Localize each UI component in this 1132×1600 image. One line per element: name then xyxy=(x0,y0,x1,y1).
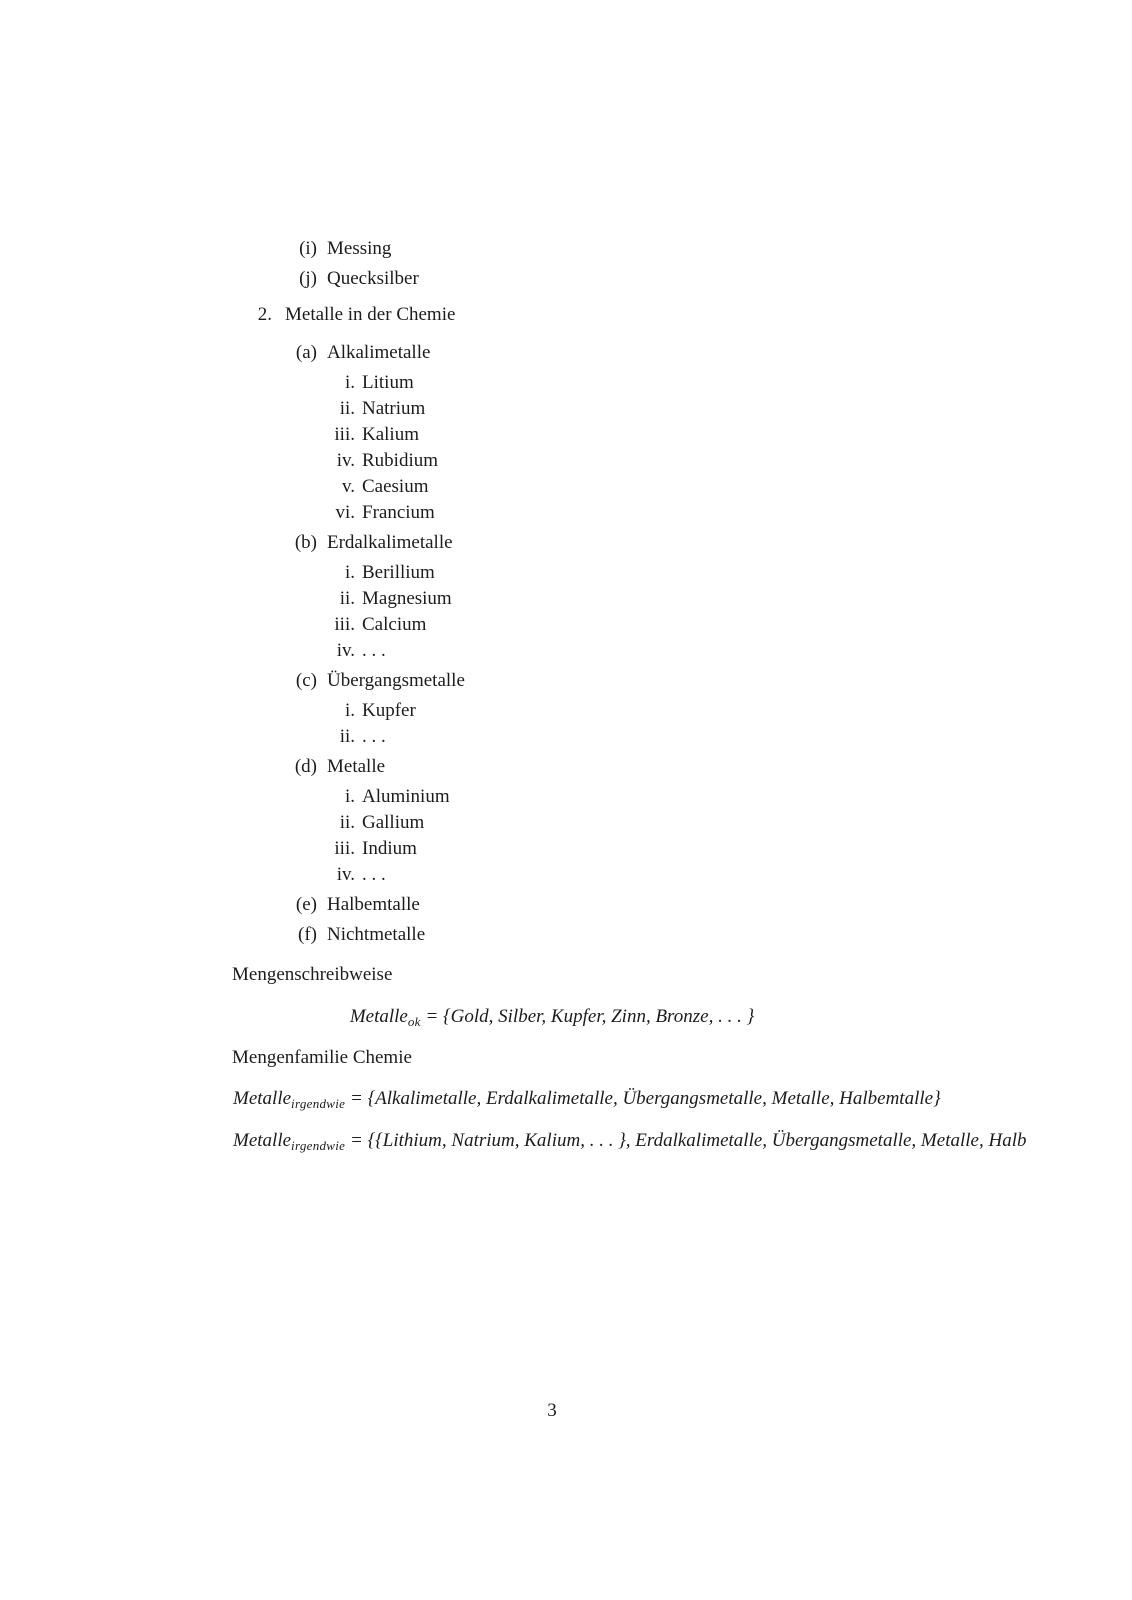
list-item-marker: (d) xyxy=(294,756,317,777)
list-item-marker: (i) xyxy=(299,238,317,259)
list-item-label: Litium xyxy=(362,372,414,393)
list-item xyxy=(0,724,1132,750)
list-item xyxy=(0,862,1132,888)
list-item-marker: (a) xyxy=(295,342,317,363)
list-item-label: Francium xyxy=(362,502,435,523)
list-item xyxy=(0,612,1132,638)
list-item-marker: (f) xyxy=(298,924,317,945)
list-item-label: Messing xyxy=(327,238,392,259)
list-item-marker: iii. xyxy=(334,614,355,635)
list-item-label: . . . xyxy=(362,640,386,661)
formula-base: Metalle xyxy=(233,1088,292,1109)
list-item-label: Metalle in der Chemie xyxy=(285,304,456,325)
list-item-label: Quecksilber xyxy=(327,268,419,289)
list-item-label: Rubidium xyxy=(362,450,439,471)
list-item-label: Metalle xyxy=(327,756,386,777)
list-item-label: Indium xyxy=(362,838,417,859)
list-item xyxy=(0,784,1132,810)
list-item-marker: i. xyxy=(344,786,355,807)
list-item-label: Übergangsmetalle xyxy=(327,670,465,691)
formula-base: Metalle xyxy=(349,1006,408,1027)
list-item xyxy=(0,370,1132,396)
paragraph-mengenfamilie: Mengenfamilie Chemie xyxy=(232,1047,412,1068)
formula-rest: = {{Lithium, Natrium, Kalium, . . . }, Erdalkalimetalle, Übergangsmetalle, Metalle, Halb xyxy=(345,1130,1027,1151)
list-item xyxy=(0,266,1132,292)
formula-rest: = {Alkalimetalle, Erdalkalimetalle, Übergangsmetalle, Metalle, Halbemtalle} xyxy=(345,1088,941,1109)
list-item-label: Aluminium xyxy=(362,786,450,807)
list-item-marker: iv. xyxy=(336,450,355,471)
list-item-marker: i. xyxy=(344,562,355,583)
list-item-label: . . . xyxy=(362,864,386,885)
list-item xyxy=(0,892,1132,918)
list-item xyxy=(0,586,1132,612)
list-item xyxy=(0,668,1132,694)
formula-rest: = {Gold, Silber, Kupfer, Zinn, Bronze, . . . } xyxy=(420,1006,755,1027)
list-item-marker: iii. xyxy=(334,838,355,859)
list-item-label: Natrium xyxy=(362,398,426,419)
list-item xyxy=(0,754,1132,780)
list-item-label: . . . xyxy=(362,726,386,747)
list-item-label: Erdalkalimetalle xyxy=(327,532,453,553)
list-item xyxy=(0,500,1132,526)
list-item xyxy=(0,474,1132,500)
list-item xyxy=(0,638,1132,664)
list-item-marker: iii. xyxy=(334,424,355,445)
formula-metalle-ok xyxy=(232,1003,872,1031)
list-item-marker: v. xyxy=(341,476,355,497)
list-item xyxy=(0,922,1132,948)
page-number: 3 xyxy=(547,1400,557,1421)
list-item xyxy=(0,396,1132,422)
list-item-marker: (c) xyxy=(295,670,317,691)
formula-subscript: irgendwie xyxy=(291,1096,346,1111)
list-item-label: Magnesium xyxy=(362,588,452,609)
formula-subscript: ok xyxy=(407,1014,421,1029)
list-item-label: Nichtmetalle xyxy=(327,924,426,945)
list-item xyxy=(0,340,1132,366)
list-item xyxy=(0,530,1132,556)
list-item-label: Kupfer xyxy=(362,700,416,721)
formula-base: Metalle xyxy=(233,1130,292,1151)
list-item-marker: ii. xyxy=(339,812,355,833)
list-item xyxy=(0,302,1132,328)
list-item-marker: (j) xyxy=(299,268,317,289)
list-item-marker: i. xyxy=(344,372,355,393)
formula-family-2 xyxy=(0,1127,1132,1155)
formula-family-1 xyxy=(0,1085,1132,1113)
list-item xyxy=(0,810,1132,836)
list-item xyxy=(0,422,1132,448)
list-item-label: Berillium xyxy=(362,562,435,583)
list-item-label: Kalium xyxy=(362,424,419,445)
list-item-label: Gallium xyxy=(362,812,425,833)
list-item-marker: iv. xyxy=(336,640,355,661)
list-item xyxy=(0,560,1132,586)
list-item-marker: ii. xyxy=(339,398,355,419)
list-item-marker: i. xyxy=(344,700,355,721)
list-item-marker: (e) xyxy=(295,894,317,915)
paragraph-mengenschreibweise: Mengenschreibweise xyxy=(232,964,393,985)
list-item-label: Halbemtalle xyxy=(327,894,420,915)
list-item-label: Calcium xyxy=(362,614,427,635)
list-item-marker: vi. xyxy=(335,502,355,523)
list-item-marker: ii. xyxy=(339,588,355,609)
list-item-marker: ii. xyxy=(339,726,355,747)
list-item xyxy=(0,698,1132,724)
list-item xyxy=(0,448,1132,474)
list-item xyxy=(0,236,1132,262)
list-item xyxy=(0,836,1132,862)
list-item-label: Caesium xyxy=(362,476,429,497)
list-item-marker: 2. xyxy=(257,304,272,325)
formula-subscript: irgendwie xyxy=(291,1138,346,1153)
list-item-marker: iv. xyxy=(336,864,355,885)
list-item-label: Alkalimetalle xyxy=(327,342,431,363)
list-item-marker: (b) xyxy=(294,532,317,553)
